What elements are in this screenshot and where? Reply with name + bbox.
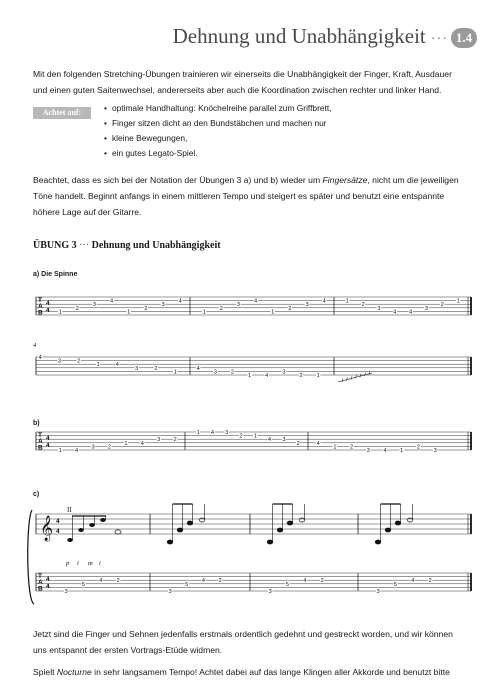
time-signature: 4 xyxy=(46,442,50,449)
slide-tick xyxy=(351,376,352,380)
fret-number: 2 xyxy=(296,440,300,447)
fret-number: 1 xyxy=(271,309,275,316)
title-text: Dehnung und Unabhängigkeit xyxy=(172,24,426,48)
fret-number: 3 xyxy=(282,437,286,444)
fret-number: 1 xyxy=(58,448,62,454)
achtet-item: • kleine Bewegungen, xyxy=(104,131,332,146)
label-c: c) xyxy=(33,491,40,498)
outro-paragraph: Jetzt sind die Finger und Sehnen jedenfalls erstmals ordentlich gedehnt und gestreckt worden, und wir können uns entspannt der ersten Vortrags-Etüde widmen. xyxy=(33,629,453,655)
tab-row-3 xyxy=(36,429,471,454)
note-head xyxy=(375,540,381,544)
achtet-item: • ein gutes Legato-Spiel. xyxy=(104,146,332,161)
fret-number: 2 xyxy=(75,305,79,312)
note-head xyxy=(89,523,95,527)
note-head xyxy=(395,521,401,525)
tab-clef-letter: B xyxy=(38,585,43,593)
note-head xyxy=(167,540,173,544)
time-signature: 4 xyxy=(56,518,60,525)
fret-number: 1 xyxy=(96,362,100,369)
fret-number: 1 xyxy=(248,373,252,379)
slide-tick xyxy=(369,371,370,375)
fret-number: 2 xyxy=(154,365,158,372)
tab-clef-letter: T xyxy=(38,573,42,580)
fret-number: 5 xyxy=(81,581,86,588)
fret-number: 3 xyxy=(376,589,380,595)
fret-number: 4 xyxy=(38,355,42,361)
fret-number: 4 xyxy=(411,578,415,585)
fret-number: 2 xyxy=(299,373,303,379)
fret-number: 2 xyxy=(230,369,235,376)
slide-marking xyxy=(338,373,372,382)
system-brace xyxy=(28,510,34,604)
finger-marking: p xyxy=(66,560,70,567)
achtet-item: • optimale Handhaltung: Knöchelreihe parallel zum Griffbrett, xyxy=(104,101,332,116)
fret-number: 4 xyxy=(210,430,215,436)
fret-number: 4 xyxy=(268,437,272,444)
fret-number: 3 xyxy=(92,302,97,309)
time-signature: 4 xyxy=(46,576,50,583)
note-head xyxy=(299,518,305,522)
fret-number: 4 xyxy=(383,448,387,454)
tab-clef-letter: A xyxy=(38,579,43,587)
slide-tick xyxy=(356,375,357,379)
outro2-italic: Nocturne xyxy=(56,667,92,677)
note-head xyxy=(267,540,273,544)
fret-number: 3 xyxy=(366,448,370,454)
fret-number: 2 xyxy=(77,358,81,365)
fret-number: 4 xyxy=(409,309,413,316)
treble-clef: 𝄞 xyxy=(40,516,54,541)
outro-paragraph-2 xyxy=(33,664,465,680)
fret-number: 2 xyxy=(218,578,222,585)
note-head xyxy=(177,528,183,532)
fret-number: 5 xyxy=(393,581,398,588)
fret-number: 4 xyxy=(196,365,200,372)
fret-number: 3 xyxy=(282,369,286,376)
tab-clef-letter: A xyxy=(38,438,43,446)
row2-measure-number: 4 xyxy=(33,342,37,349)
title-dots: ··· xyxy=(431,32,448,47)
fret-number: 4 xyxy=(322,298,326,305)
fret-number: 1 xyxy=(173,369,177,376)
notice-after: , nicht um die jeweiligen Töne handelt. Beginnt anfangs in einem mittleren Tempo und steigert es später und benutzt eine entspannte höhere Lage auf der Gitarre. xyxy=(33,175,459,217)
finger-marking: i xyxy=(77,560,79,567)
fret-number: 4 xyxy=(201,578,206,585)
intro-paragraph: Mit den folgenden Stretching-Übungen trainieren wir einerseits die Unabhängigkeit der Finger, Kraft, Ausdauer und einen guten Saitenwechsel, andererseits aber auch die Koordination zwischen rechter und linker Hand. xyxy=(33,69,452,95)
fret-number: 1 xyxy=(333,444,337,451)
fret-number: 2 xyxy=(440,302,444,309)
note-head xyxy=(199,518,205,522)
fret-number: 1 xyxy=(345,298,349,305)
slide-tick xyxy=(347,377,348,381)
fret-number: 2 xyxy=(416,444,421,451)
fret-number: 2 xyxy=(428,578,432,585)
time-signature: 4 xyxy=(46,435,50,442)
fret-number: 1 xyxy=(124,440,128,447)
note-head xyxy=(385,528,391,532)
fret-number: 1 xyxy=(456,298,460,305)
tab-clef-letter: B xyxy=(38,309,43,317)
exercise-title: ÜBUNG 3 xyxy=(33,240,77,251)
fret-number: 3 xyxy=(424,305,429,312)
fret-number: 1 xyxy=(196,430,200,436)
fret-number: 2 xyxy=(288,305,292,312)
note-head xyxy=(115,530,121,534)
fret-number: 3 xyxy=(91,444,95,451)
fret-number: 1 xyxy=(202,309,206,316)
fret-number: 2 xyxy=(350,444,354,451)
time-signature: 4 xyxy=(46,307,50,314)
fret-number: 1 xyxy=(316,373,320,379)
notice-italic: Fingersätze xyxy=(322,175,368,185)
fret-number: 4 xyxy=(303,578,307,585)
exercise-dots: ··· xyxy=(79,240,90,251)
tab-row-1 xyxy=(36,297,471,316)
note-head xyxy=(187,521,193,525)
finger-marking: m xyxy=(88,560,93,567)
fret-number: 1 xyxy=(253,433,257,440)
fret-number: 4 xyxy=(316,440,320,447)
fret-number: 4 xyxy=(115,362,119,369)
note-head xyxy=(407,518,413,522)
fret-number: 3 xyxy=(377,305,381,312)
fret-number: 1 xyxy=(58,309,62,316)
fret-number: 3 xyxy=(268,589,272,595)
fret-number: 5 xyxy=(185,581,189,588)
note-head xyxy=(67,538,73,542)
label-a: a) Die Spinne xyxy=(33,271,78,278)
fret-number: 2 xyxy=(361,302,365,309)
fret-number: 4 xyxy=(178,298,182,305)
note-head xyxy=(78,528,84,532)
outro2-before: Spielt xyxy=(33,667,57,677)
fret-number: 4 xyxy=(393,309,397,316)
fret-number: 2 xyxy=(144,305,148,312)
outro2-after: in sehr langsamem Tempo! Achtet dabei auf das lange Klingen aller Akkorde und benutzt bitte xyxy=(91,667,450,677)
note-head xyxy=(100,518,106,522)
music-staff xyxy=(28,504,471,604)
fret-number: 3 xyxy=(433,448,437,454)
note-head xyxy=(287,521,293,525)
fret-number: 4 xyxy=(254,298,258,305)
fret-number: 2 xyxy=(107,444,112,451)
fret-number: 2 xyxy=(239,433,243,440)
tab-clef-letter: A xyxy=(38,303,43,311)
fret-number: 2 xyxy=(320,578,324,585)
fret-number: 1 xyxy=(127,309,131,316)
fret-number: 4 xyxy=(265,373,269,379)
slide-tick xyxy=(342,379,343,383)
fret-number: 4 xyxy=(110,298,114,305)
section-badge: 1.4 xyxy=(451,28,477,48)
time-signature: 4 xyxy=(46,300,50,307)
note-head xyxy=(277,528,283,532)
fret-number: 2 xyxy=(173,437,177,444)
fret-number: 2 xyxy=(219,305,223,312)
achtet-label: Achtet auf: xyxy=(33,107,91,119)
label-b: b) xyxy=(33,420,40,427)
fret-number: 2 xyxy=(116,578,120,585)
fret-number: 3 xyxy=(161,302,165,309)
slide-tick xyxy=(360,374,361,378)
fret-number: 5 xyxy=(285,581,290,588)
fret-number: 3 xyxy=(236,302,241,309)
tab-clef-letter: B xyxy=(38,444,43,452)
notice-before: Beachtet, dass es sich bei der Notation der Übungen 3 a) und b) wieder um xyxy=(33,175,323,185)
fret-number: 3 xyxy=(157,437,161,444)
fret-number: 4 xyxy=(75,448,79,454)
fret-number: 3 xyxy=(168,589,172,595)
fret-number: 3 xyxy=(225,430,229,436)
fret-number: 4 xyxy=(99,578,103,585)
tab-row-4 xyxy=(36,573,471,595)
finger-marking: i xyxy=(99,560,101,567)
fret-number: 3 xyxy=(213,369,217,376)
fret-number: 3 xyxy=(135,365,139,372)
slide-tick xyxy=(365,373,366,377)
fret-number: 3 xyxy=(57,358,62,365)
achtet-item: • Finger sitzen dicht an den Bundstäbchen und machen nur xyxy=(104,116,332,131)
time-signature: 4 xyxy=(56,528,60,535)
exercise-subtitle: Dehnung und Unabhängigkeit xyxy=(91,240,221,251)
fret-number: 3 xyxy=(64,589,68,595)
fret-number: 4 xyxy=(140,440,144,447)
time-signature: 4 xyxy=(46,583,50,590)
position-marking: II xyxy=(67,506,72,514)
fret-number: 3 xyxy=(305,302,309,309)
tab-row-2 xyxy=(36,354,471,382)
tab-clef-letter: T xyxy=(38,297,42,304)
tab-clef-letter: T xyxy=(38,432,42,439)
fret-number: 1 xyxy=(400,448,404,454)
